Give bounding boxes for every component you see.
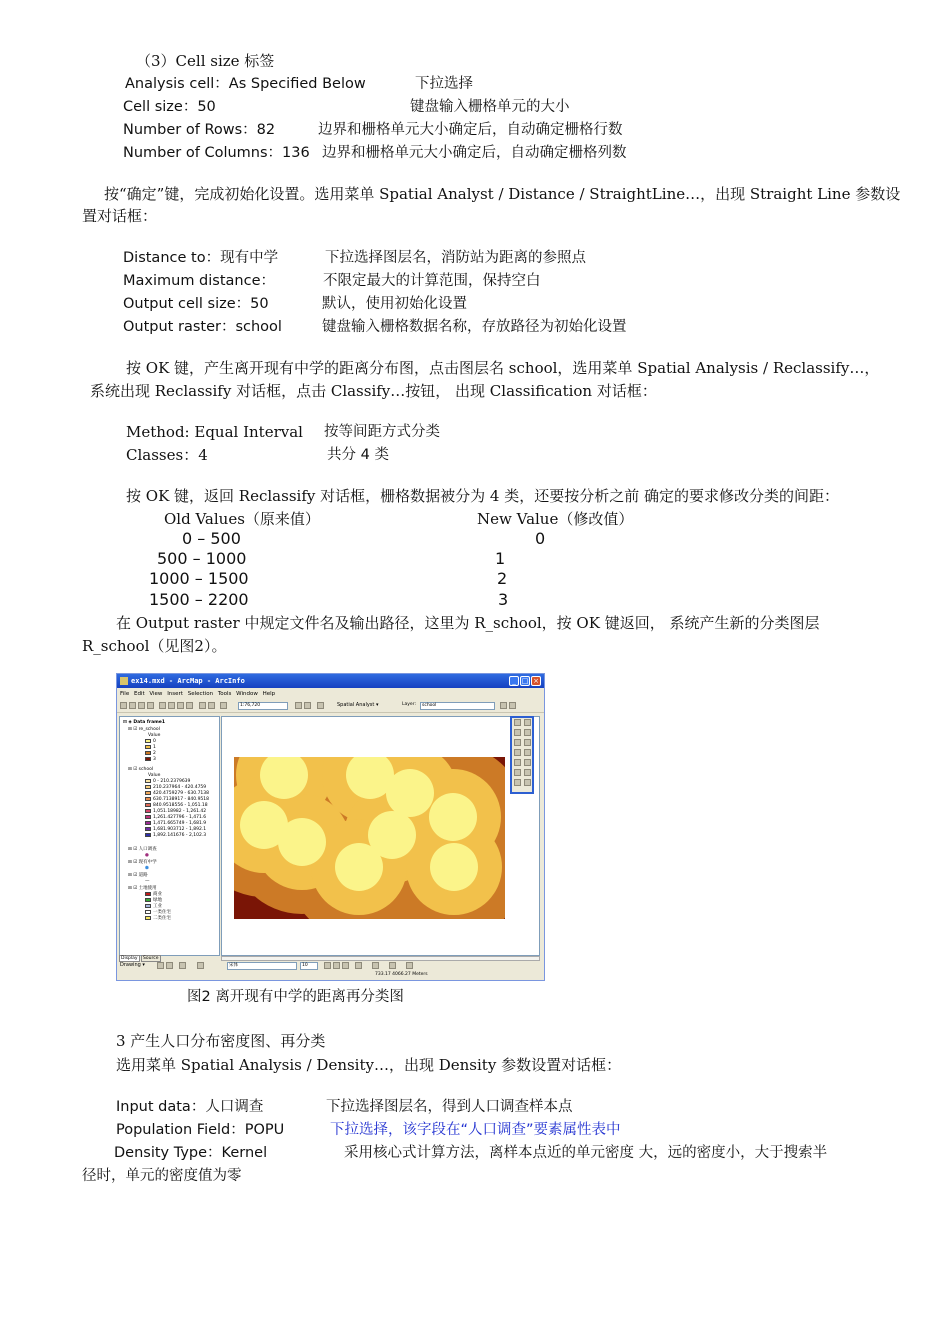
spatial-analyst-menu[interactable]: Spatial Analyst ▾ (337, 702, 379, 708)
legend-label: 210.237964 - 420.4759 (153, 784, 207, 790)
copy-icon[interactable] (168, 702, 175, 709)
param-label: Output raster：school (123, 319, 282, 335)
raster-class-0-zone (430, 843, 478, 891)
new-icon[interactable] (120, 702, 127, 709)
tools-toolbar (510, 716, 534, 794)
minimize-icon[interactable]: _ (509, 676, 519, 686)
param-note: 下拉选择图层名，得到人口调查样本点 (326, 1099, 573, 1115)
param-label: Input data：人口调查 (116, 1099, 264, 1115)
old-value: 0 – 500 (182, 529, 241, 548)
line-color-icon[interactable] (389, 962, 396, 969)
param-note: 下拉选择图层名，消防站为距离的参照点 (325, 250, 586, 266)
histogram-icon[interactable] (500, 702, 507, 709)
raster-class-0-zone (386, 769, 434, 817)
legend-label: 840.9518556 - 1,051.18 (153, 802, 208, 808)
toc-layer-re-school[interactable]: ⊟ ☑ re_school (128, 727, 160, 732)
param-note: 键盘输入栅格数据名称，存放路径为初始化设置 (322, 319, 627, 335)
toc-layer-roads[interactable]: ⊟ ☑ 道路 (128, 873, 148, 878)
legend-swatch (145, 779, 151, 783)
arcmap-screenshot (116, 673, 545, 981)
legend-label: 3 (153, 756, 156, 762)
line-symbol-icon: — (145, 879, 150, 884)
fixed-zoom-in-icon[interactable] (514, 729, 521, 736)
undo-icon[interactable] (199, 702, 206, 709)
param-label: Output cell size：50 (123, 296, 269, 312)
legend-swatch (145, 821, 151, 825)
text-icon[interactable] (197, 962, 204, 969)
table-of-contents (119, 716, 220, 956)
raster-class-0-zone (429, 793, 477, 841)
param-note: 采用核心式计算方法，离样本点近的单元密度 大，远的密度小，大于搜索半 (344, 1145, 828, 1161)
old-value: 500 – 1000 (157, 549, 247, 568)
toc-layer-school[interactable]: ⊟ ☑ school (128, 767, 154, 772)
zoom-out-icon[interactable] (524, 719, 531, 726)
identify-raster-icon[interactable] (509, 702, 516, 709)
param-note: 键盘输入栅格单元的大小 (410, 99, 570, 115)
whats-this-icon[interactable] (317, 702, 324, 709)
paragraph-line: 径时，单元的密度值为零 (82, 1168, 242, 1184)
legend-label: 0 - 210.2379639 (153, 778, 191, 784)
arctoolbox-icon[interactable] (304, 702, 311, 709)
param-note: 下拉选择 (415, 76, 473, 92)
tab-display[interactable]: Display (121, 956, 138, 961)
pan-icon[interactable] (514, 739, 521, 746)
fill-color-icon[interactable] (372, 962, 379, 969)
legend-label: 绿地 (153, 897, 162, 903)
hyperlink-icon[interactable] (514, 779, 521, 786)
toc-field-label: Value (148, 773, 161, 778)
param-label: Density Type：Kernel (114, 1145, 268, 1161)
fixed-zoom-out-icon[interactable] (524, 729, 531, 736)
layer-combo[interactable]: school (420, 702, 495, 710)
legend-swatch (145, 803, 151, 807)
menu-view[interactable]: View (149, 691, 163, 697)
arcmap-app-icon (120, 677, 128, 685)
legend-label: 一类住宅 (153, 909, 171, 915)
drawing-menu[interactable]: Drawing ▾ (120, 962, 145, 968)
legend-label: 1,892.141676 - 2,102.3 (153, 832, 207, 838)
legend-label: 1 (153, 744, 156, 750)
paragraph-line: 按 OK 键，产生离开现有中学的距离分布图，点击图层名 school，选用菜单 Spatial Analysis / Reclassify…， (126, 359, 880, 377)
legend-swatch (145, 797, 151, 801)
param-note: 下拉选择，该字段在“人口调查”要素属性表中 (330, 1122, 621, 1138)
drawing-toolbar (117, 961, 544, 970)
font-combo[interactable]: 宋体 (227, 962, 297, 970)
legend-label: 1,051.18982 - 1,261.42 (153, 808, 207, 814)
legend-label: 630.7138917 - 840.9518 (153, 796, 210, 802)
tab-source[interactable]: Source (143, 956, 159, 961)
legend-label: 0 (153, 738, 156, 744)
param-label: Method: Equal Interval (126, 423, 303, 441)
legend-label: 二类住宅 (153, 915, 171, 921)
editor-icon[interactable] (295, 702, 302, 709)
underline-icon[interactable] (342, 962, 349, 969)
toc-field-label: Value (148, 733, 161, 738)
menu-bar (117, 689, 544, 699)
legend-label: 1,471.665749 - 1,681.9 (153, 820, 207, 826)
italic-icon[interactable] (333, 962, 340, 969)
param-label: Number of Rows：82 (123, 122, 276, 138)
legend-swatch (145, 745, 151, 749)
legend-swatch (145, 827, 151, 831)
new-value: 3 (498, 590, 509, 609)
new-value: 0 (535, 529, 546, 548)
legend-swatch (145, 815, 151, 819)
rotate-icon[interactable] (166, 962, 173, 969)
raster-class-0-zone (335, 843, 383, 891)
param-note: 边界和栅格单元大小确定后，自动确定栅格列数 (322, 145, 627, 161)
param-note: 边界和栅格单元大小确定后，自动确定栅格行数 (318, 122, 623, 138)
legend-label: 1,681.903712 - 1,892.1 (153, 826, 207, 832)
legend-swatch (145, 757, 151, 761)
legend-swatch (145, 916, 151, 920)
toc-layer-landuse[interactable]: ⊟ ☑ 土地使用 (128, 886, 157, 891)
cell-size-heading: （3）Cell size 标签 (136, 52, 275, 70)
raster-class-0-zone (278, 818, 326, 866)
paragraph-line: R_school（见图2）。 (82, 637, 227, 655)
legend-swatch (145, 910, 151, 914)
menu-tools[interactable]: Tools (217, 691, 232, 697)
legend-swatch (145, 898, 151, 902)
legend-label: 商业 (153, 891, 162, 897)
menu-file[interactable]: File (120, 691, 130, 697)
cut-icon[interactable] (159, 702, 166, 709)
old-value: 1500 – 2200 (149, 590, 249, 609)
old-values-header: Old Values（原来值） (164, 510, 320, 528)
reclassified-distance-raster (222, 717, 539, 955)
paragraph-line: 在 Output raster 中规定文件名及输出路径，这里为 R_school，按 OK 键返回， 系统产生新的分类图层 (116, 614, 820, 632)
font-color-icon[interactable] (355, 962, 362, 969)
select-elements-icon[interactable] (524, 759, 531, 766)
toc-layer-schools[interactable]: ⊟ ☑ 现有中学 (128, 860, 157, 865)
status-coordinates: 733.17 4066.27 Meters (375, 972, 428, 977)
save-icon[interactable] (138, 702, 145, 709)
param-label: Population Field：POPU (116, 1122, 285, 1138)
standard-toolbar (117, 700, 544, 713)
legend-swatch (145, 904, 151, 908)
legend-swatch (145, 892, 151, 896)
forward-icon[interactable] (524, 749, 531, 756)
param-note: 不限定最大的计算范围，保持空白 (323, 273, 541, 289)
legend-swatch (145, 791, 151, 795)
rectangle-icon[interactable] (179, 962, 186, 969)
legend-swatch (145, 751, 151, 755)
param-label: Maximum distance： (123, 273, 275, 289)
param-label: Number of Columns：136 (123, 145, 310, 161)
open-icon[interactable] (129, 702, 136, 709)
legend-label: 420.4759279 - 630.7138 (153, 790, 210, 796)
param-note: 默认，使用初始化设置 (322, 296, 467, 312)
layer-label: Layer: (402, 702, 416, 707)
menu-edit[interactable]: Edit (133, 691, 145, 697)
zoom-in-icon[interactable] (514, 719, 521, 726)
raster-class-0-zone (260, 751, 308, 799)
identify-icon[interactable] (514, 769, 521, 776)
paragraph-line: 系统出现 Reclassify 对话框，点击 Classify…按钮， 出现 Classification 对话框： (90, 382, 657, 400)
param-label: Analysis cell：As Specified Below (125, 76, 366, 92)
legend-label: 工业 (153, 903, 162, 909)
window-titlebar (117, 674, 544, 688)
menu-selection[interactable]: Selection (187, 691, 214, 697)
toc-data-frame[interactable]: ⊟ ◈ Data frame1 (123, 720, 165, 725)
map-scale-combo[interactable]: 1:76,720 (238, 702, 288, 710)
legend-label: 2 (153, 750, 156, 756)
legend-label: 1,261.427796 - 1,471.6 (153, 814, 207, 820)
new-value-header: New Value（修改值） (477, 510, 634, 528)
legend-swatch (145, 739, 151, 743)
select-pointer-icon[interactable] (157, 962, 164, 969)
new-value: 1 (495, 549, 506, 568)
measure-icon[interactable] (524, 779, 531, 786)
status-bar (117, 970, 544, 980)
select-features-icon[interactable] (514, 759, 521, 766)
maximize-icon[interactable]: □ (521, 677, 529, 685)
menu-window[interactable]: Window (236, 691, 258, 697)
paragraph-line: 按 OK 键，返回 Reclassify 对话框，栅格数据被分为 4 类，还要按分析之前 确定的要求修改分类的间距： (126, 487, 839, 505)
paragraph-line: 置对话框： (82, 207, 158, 225)
old-value: 1000 – 1500 (149, 569, 249, 588)
add-data-icon[interactable] (220, 702, 227, 709)
delete-icon[interactable] (186, 702, 193, 709)
close-icon[interactable]: × (531, 676, 541, 686)
print-icon[interactable] (147, 702, 154, 709)
bold-icon[interactable] (324, 962, 331, 969)
find-icon[interactable] (524, 769, 531, 776)
toc-layer-population[interactable]: ⊟ ☑ 人口调查 (128, 847, 157, 852)
section-heading: 3 产生人口分布密度图、再分类 (116, 1032, 326, 1050)
paragraph-line: 选用菜单 Spatial Analysis / Density…，出现 Density 参数设置对话框： (116, 1056, 622, 1074)
figure-caption: 图2 离开现有中学的距离再分类图 (187, 989, 404, 1005)
legend-swatch (145, 809, 151, 813)
point-symbol-icon: ● (145, 853, 149, 858)
window-title: ex14.mxd - ArcMap - ArcInfo (131, 677, 245, 685)
param-note: 共分 4 类 (327, 447, 389, 463)
menu-insert[interactable]: Insert (167, 691, 183, 697)
legend-swatch (145, 785, 151, 789)
legend-swatch (145, 833, 151, 837)
redo-icon[interactable] (208, 702, 215, 709)
full-extent-icon[interactable] (524, 739, 531, 746)
param-label: Cell size：50 (123, 99, 216, 115)
point-symbol-icon: ⬢ (145, 866, 149, 871)
map-view[interactable] (221, 716, 540, 956)
back-icon[interactable] (514, 749, 521, 756)
menu-help[interactable]: Help (262, 691, 276, 697)
paste-icon[interactable] (177, 702, 184, 709)
new-value: 2 (497, 569, 508, 588)
paragraph-line: 按“确定”键，完成初始化设置。选用菜单 Spatial Analyst / Distance / StraightLine…，出现 Straight Line 参数设 (104, 185, 901, 203)
param-label: Distance to：现有中学 (123, 250, 279, 266)
marker-color-icon[interactable] (406, 962, 413, 969)
param-note: 按等间距方式分类 (324, 424, 440, 440)
param-label: Classes：4 (126, 446, 208, 464)
font-size-combo[interactable]: 10 (300, 962, 318, 970)
